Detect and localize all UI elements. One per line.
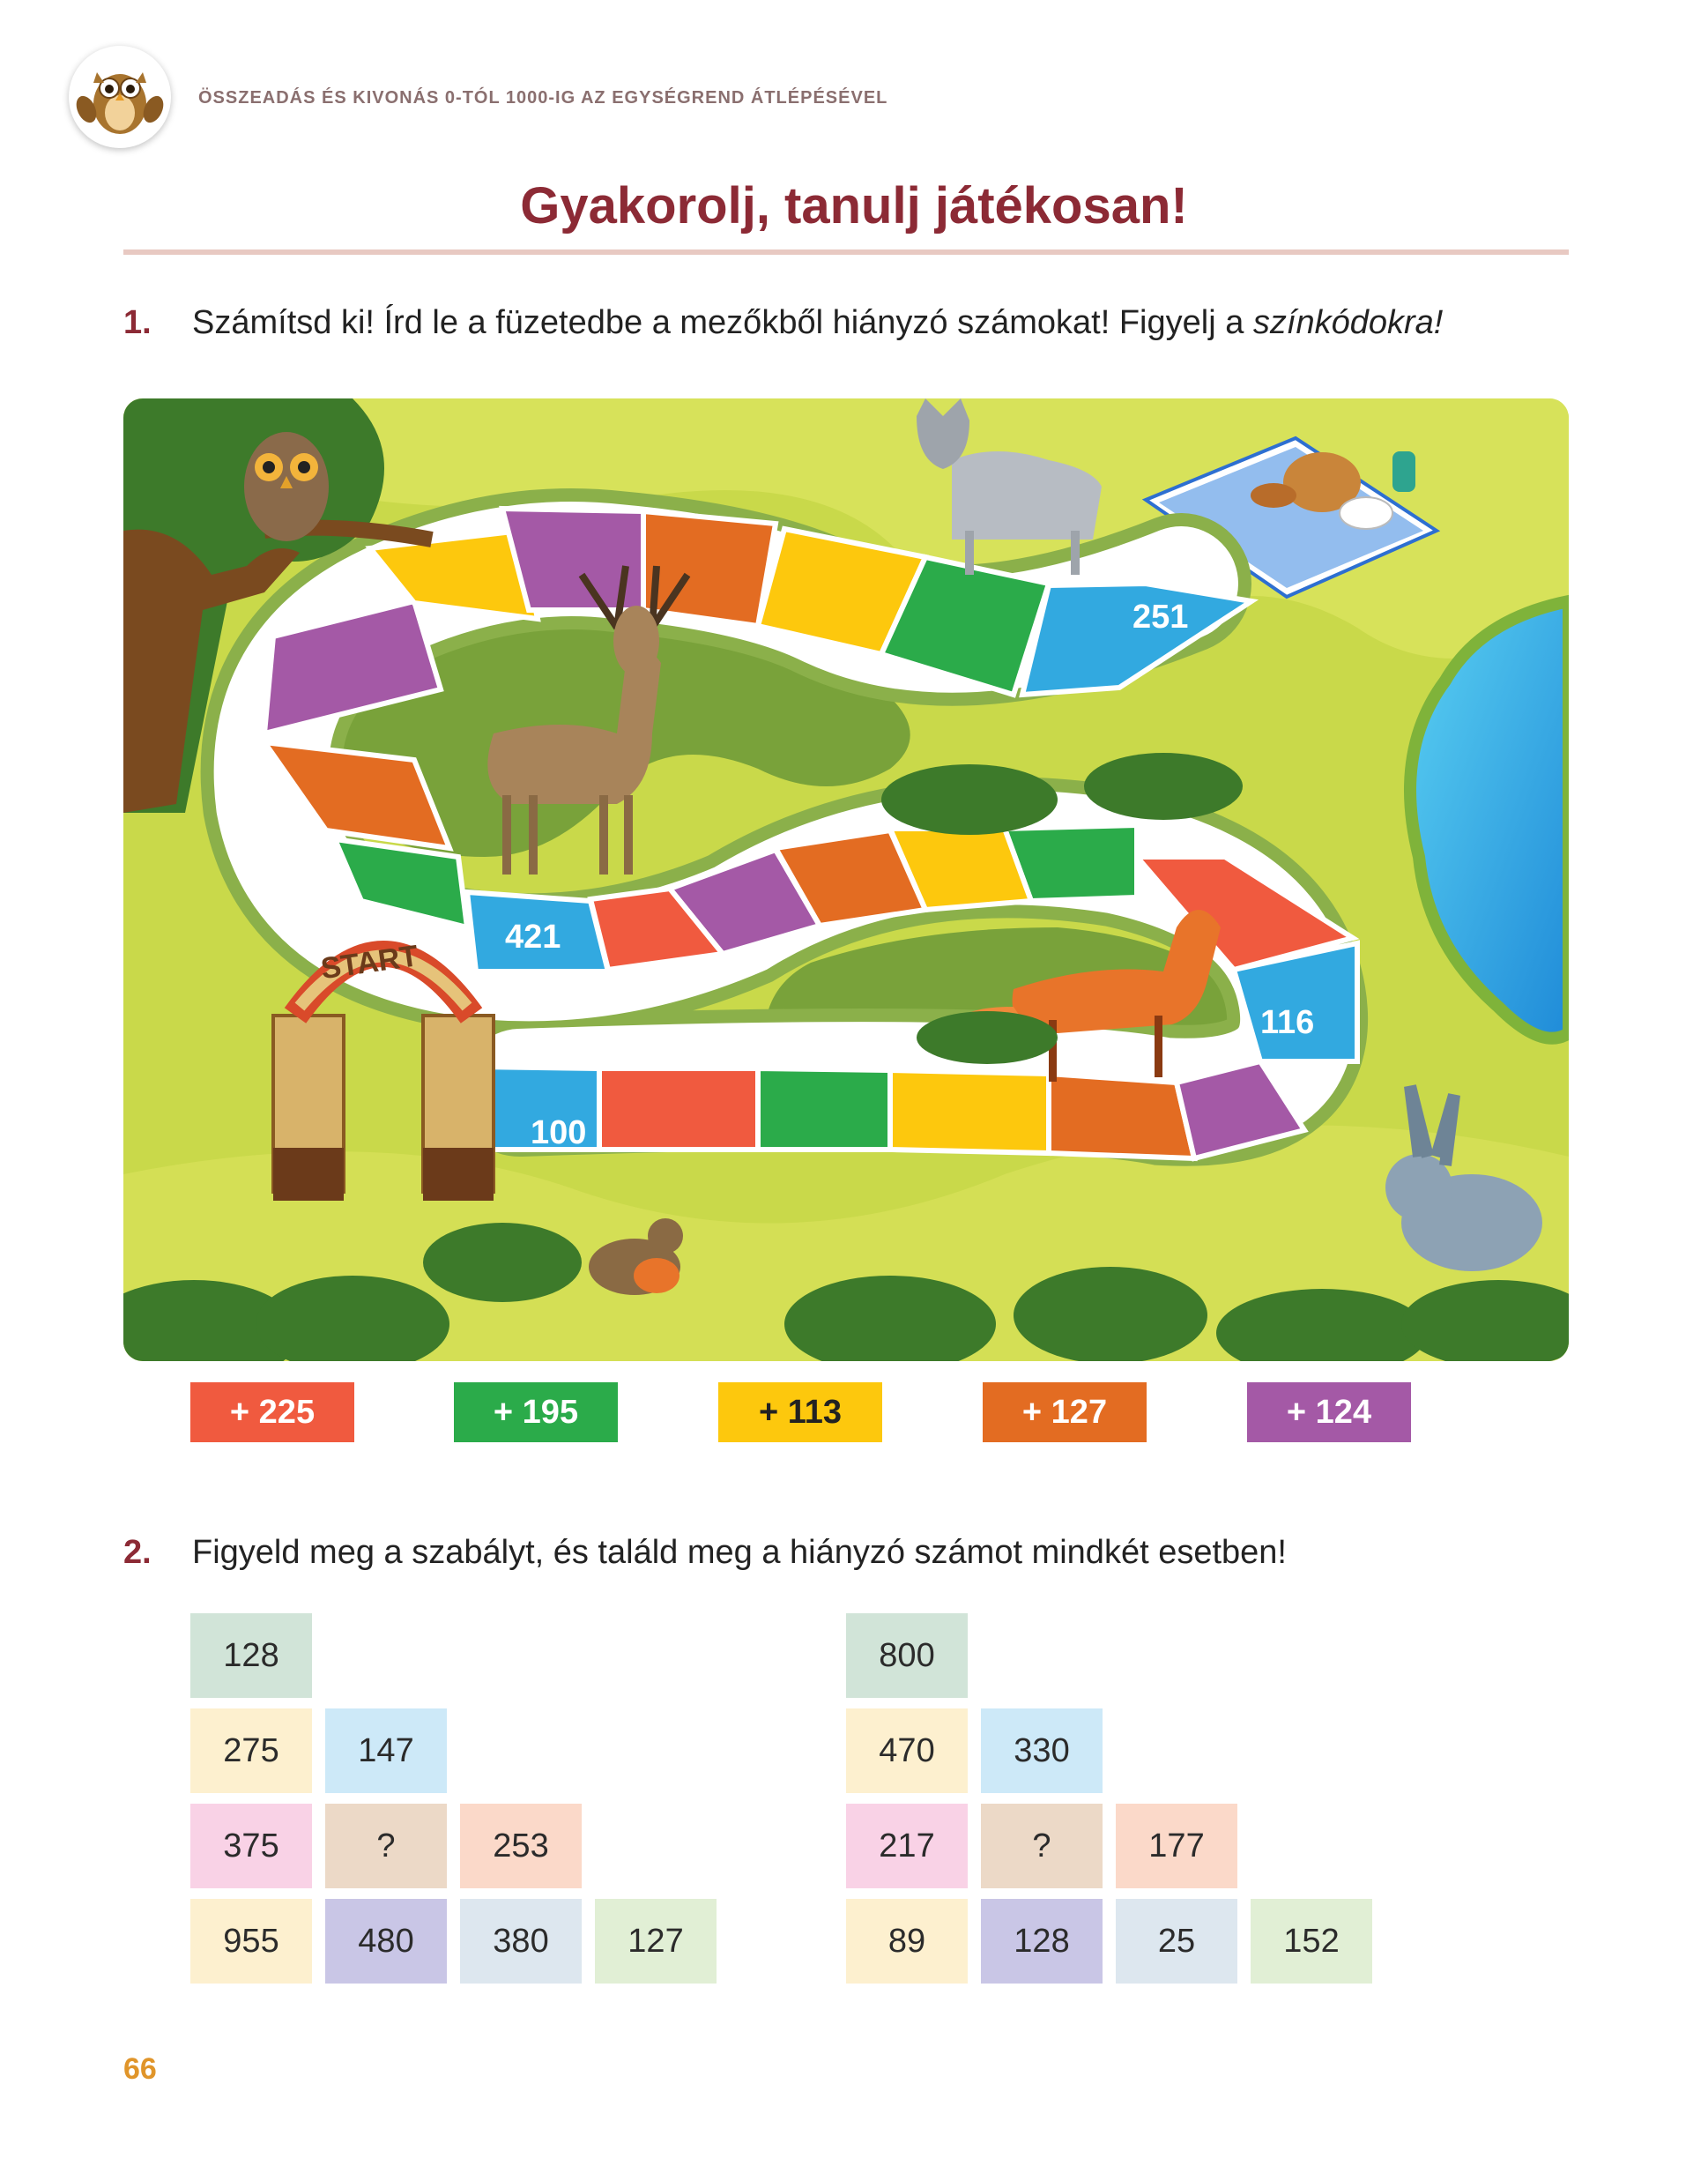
pyramid-cell: 275 <box>190 1708 312 1793</box>
task-2-number: 2. <box>123 1534 152 1571</box>
board-value-116: 116 <box>1260 1004 1315 1041</box>
rule-label: + 195 <box>493 1393 579 1431</box>
page-number: 66 <box>123 2052 157 2086</box>
board-value-421: 421 <box>505 919 561 956</box>
pyramid-cell: ? <box>325 1804 447 1888</box>
pyramid-cell: 375 <box>190 1804 312 1888</box>
owl-logo <box>69 46 171 148</box>
pyramid-cell: 147 <box>325 1708 447 1793</box>
pyramid-cell: 470 <box>846 1708 968 1793</box>
task-1-text: Számítsd ki! Írd le a füzetedbe a mezőkből hiányzó számokat! Figyelj a <box>192 304 1253 341</box>
board-game-illustration <box>123 398 1569 1361</box>
task-2-instruction: Figyeld meg a szabályt, és találd meg a hiányzó számot mindkét esetben! <box>192 1534 1287 1571</box>
pyramid-cell: ? <box>981 1804 1103 1888</box>
pyramid-cell: 955 <box>190 1899 312 1984</box>
task-1-number: 1. <box>123 304 152 341</box>
rule-chip-red <box>190 1382 354 1442</box>
pyramid-cell: 89 <box>846 1899 968 1984</box>
pyramid-cell: 480 <box>325 1899 447 1984</box>
task-1-instruction <box>192 304 1443 342</box>
owl-icon <box>69 46 171 148</box>
pyramid-cell: 152 <box>1251 1899 1372 1984</box>
page-title: Gyakorolj, tanulj játékosan! <box>520 177 1188 234</box>
task-1-text-italic: színkódokra! <box>1252 304 1444 341</box>
pyramid-cell: 128 <box>981 1899 1103 1984</box>
pyramid-cell: 128 <box>190 1613 312 1698</box>
rule-label: + 127 <box>1021 1393 1108 1431</box>
pyramid-cell: 253 <box>460 1804 582 1888</box>
board-value-251: 251 <box>1132 599 1189 636</box>
rule-label: + 225 <box>229 1393 316 1431</box>
pyramid-cell: 127 <box>595 1899 717 1984</box>
rule-chip-purple <box>1247 1382 1411 1442</box>
rule-label: + 113 <box>758 1393 843 1431</box>
rule-chip-yellow <box>718 1382 882 1442</box>
pyramid-cell: 217 <box>846 1804 968 1888</box>
pyramid-cell: 330 <box>981 1708 1103 1793</box>
pyramid-cell: 25 <box>1116 1899 1237 1984</box>
pyramid-cell: 380 <box>460 1899 582 1984</box>
owl-illustration <box>244 432 329 541</box>
rule-label: + 124 <box>1286 1393 1372 1431</box>
rule-chip-orange <box>983 1382 1147 1442</box>
pyramid-cell: 800 <box>846 1613 968 1698</box>
board-value-100: 100 <box>531 1114 587 1151</box>
rule-chip-green <box>454 1382 618 1442</box>
title-divider <box>123 249 1569 255</box>
running-head: ÖSSZEADÁS ÉS KIVONÁS 0-TÓL 1000-IG AZ EGYSÉGREND ÁTLÉPÉSÉVEL <box>198 88 888 108</box>
pyramid-cell: 177 <box>1116 1804 1237 1888</box>
start-label: START <box>318 939 420 986</box>
